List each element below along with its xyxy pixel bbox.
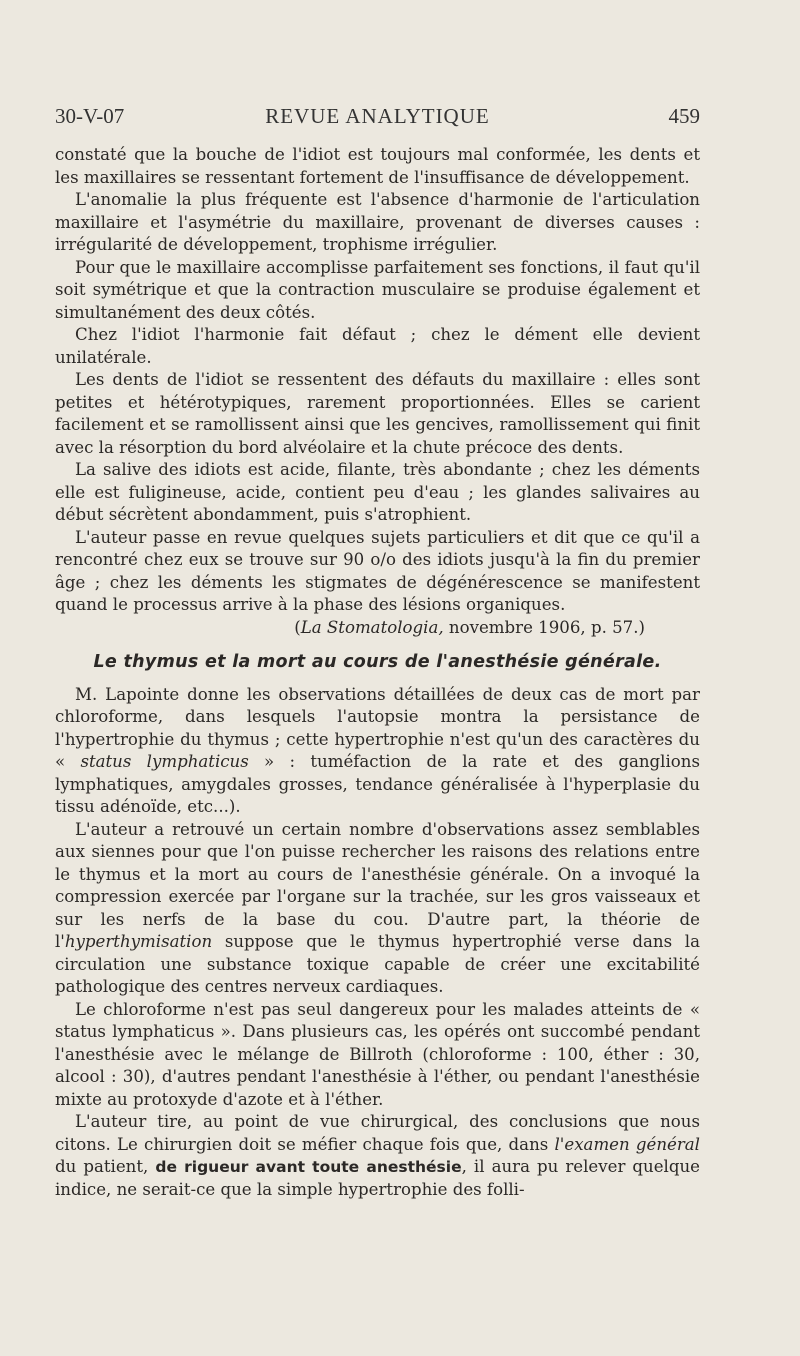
paragraph: [55, 819, 700, 999]
running-header: [55, 104, 700, 134]
text-run: , il aura pu relever quelque indice, ne serait-ce que la simple hypertrophie des folli-: [55, 1157, 700, 1199]
header-date: 30-V-07: [55, 104, 125, 128]
text-run: du patient,: [55, 1157, 156, 1176]
text-run: » : tuméfaction de la rate et des ganglions lymphatiques, amygdales grosses, tendance généralisée à l'hyperplasie du tissu adénoïde, etc...).: [55, 752, 700, 816]
italic-term: hyperthymisation: [64, 932, 213, 951]
header-journal-title: REVUE ANALYTIQUE: [265, 104, 490, 128]
citation-open: (: [294, 617, 301, 637]
text-run: suppose que le thymus hypertrophié verse dans la circulation une substance toxique capable de créer une excitabilité pathologique des centres nerveux cardiaques.: [55, 932, 700, 996]
bold-emphasis: de rigueur avant toute anesthésie: [155, 1158, 462, 1176]
paragraph: Les dents de l'idiot se ressentent des défauts du maxillaire : elles sont petites et hétérotypiques, rarement proportionnées. Elles se carient facilement et se ramollissent ainsi que les gencives, ramollissement qui finit avec la résorption du bord alvéolaire et la chute précoce des dents.: [55, 370, 700, 457]
paragraph: L'auteur passe en revue quelques sujets particuliers et dit que ce qu'il a rencontré chez eux se trouve sur 90 o/o des idiots jusqu'à la fin du premier âge ; chez les déments les stigmates de dégénérescence se manifestent quand le processus arrive à la phase des lésions organiques.: [55, 527, 700, 614]
paragraph: L'anomalie la plus fréquente est l'absence d'harmonie de l'articulation maxillaire et l'asymétrie du maxillaire, provenant de diverses causes : irrégularité de développement, trophisme irrégulier.: [55, 190, 700, 254]
paragraph: [55, 1111, 700, 1201]
paragraph: La salive des idiots est acide, filante, très abondante ; chez les déments elle est fuligineuse, acide, contient peu d'eau ; les glandes salivaires au début sécrètent abondamment, puis s'atrophient.: [55, 460, 700, 524]
section-title: Le thymus et la mort au cours de l'anesthésie générale.: [93, 652, 662, 672]
citation: [55, 617, 700, 640]
paragraph: Pour que le maxillaire accomplisse parfaitement ses fonctions, il faut qu'il soit symétrique et que la contraction musculaire se produise également et simultanément des deux côtés.: [55, 257, 700, 322]
paragraph: [55, 684, 700, 819]
text-run: M. Lapointe donne les observations détaillées de deux cas de mort par chloroforme, dans lesquels l'autopsie montra la persistance de l'hypertrophie du thymus ; cette hypertrophie n'est qu'un des caractères du «: [55, 684, 700, 771]
paragraph: Le chloroforme n'est pas seul dangereux pour les malades atteints de « status lymphaticus ». Dans plusieurs cas, les opérés ont succombé pendant l'anesthésie avec le mélange de Billroth (chloroforme : 100, éther : 30, alcool : 30), d'autres pendant l'anesthésie à l'éther, ou pendant l'anesthésie mixte au protoxyde d'azote et à l'éther.: [55, 999, 700, 1109]
text-run: L'auteur a retrouvé un certain nombre d'observations assez semblables aux siennes pour que l'on puisse rechercher les raisons des relations entre le thymus et la mort au cours de l'anesthésie générale. On a invoqué la compression exercée par l'organe sur la trachée, sur les gros vaisseaux et sur les nerfs de la base du cou. D'autre part, la théorie de l': [55, 819, 700, 951]
italic-term: l'examen général: [554, 1134, 700, 1154]
page-number: 459: [668, 104, 700, 128]
body-text: [55, 144, 700, 1201]
citation-details: novembre 1906, p. 57.): [443, 617, 645, 637]
citation-journal: La Stomatologia,: [300, 617, 444, 637]
text-run: L'auteur tire, au point de vue chirurgical, des conclusions que nous citons. Le chirurgien doit se méfier chaque fois que, dans: [55, 1112, 700, 1154]
italic-term: status lymphaticus: [80, 752, 249, 771]
paragraph-continued: constaté que la bouche de l'idiot est toujours mal conformée, les dents et les maxillaires se ressentant fortement de l'insuffisance de développement.: [55, 145, 700, 187]
paragraph: Chez l'idiot l'harmonie fait défaut ; chez le dément elle devient unilatérale.: [55, 325, 700, 367]
